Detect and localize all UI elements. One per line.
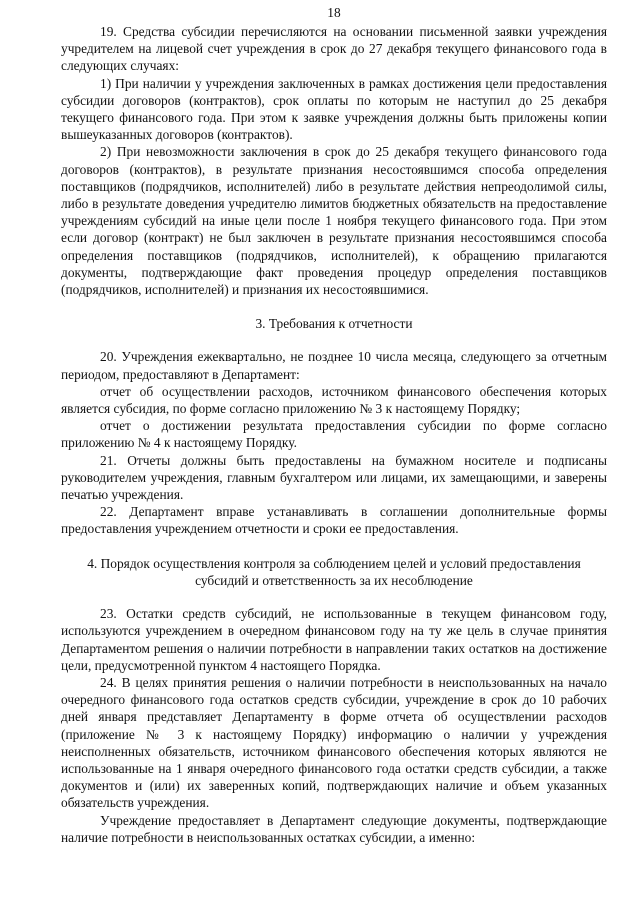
paragraph-20: 20. Учреждения ежеквартально, не позднее 10 числа месяца, следующего за отчетным периодом, предоставляют в Департамент: [61,349,607,382]
spacer [61,298,607,315]
paragraph-22: 22. Департамент вправе устанавливать в соглашении дополнительные формы предоставления учреждением отчетности и сроки ее предоставления. [61,504,607,537]
page-number: 18 [327,5,341,20]
spacer [61,332,607,348]
paragraph-19-item-1: 1) При наличии у учреждения заключенных в рамках достижения цели предоставления субсидии договоров (контрактов), срок оплаты по которым не наступил до 25 декабря текущего финансового года. При этом к заявке учреждения должны быть приложены копии вышеуказанных договоров (контрактов). [61,75,607,143]
paragraph-20-report-1: отчет об осуществлении расходов, источником финансового обеспечения которых является субсидия, по форме согласно приложению № 3 к настоящему Порядку; [61,383,607,417]
spacer [61,538,607,555]
spacer [61,589,607,605]
paragraph-21: 21. Отчеты должны быть предоставлены на бумажном носителе и подписаны руководителем учреждения, главным бухгалтером или лицами, их замещающими, и заверены печатью учреждения. [61,452,607,503]
section-4-heading-line-2: субсидий и ответственность за их несоблюдение [195,572,473,588]
paragraph-24: 24. В целях принятия решения о наличии потребности в неиспользованных на начало очередного финансового года остатков средств субсидии, учреждение в срок до 10 рабочих дней января представляет Департаменту в форме отчета об осуществлении расходов (приложение № 3 к настоящему Порядку) информацию о наличии у учреждения неисполненных обязательств, источником финансового обеспечения которых являются не использованные на 1 января очередного финансового года остатки средств субсидии, а также документов и (или) их заверенных копий, подтверждающих наличие и объем указанных обязательств учреждения. [61,674,607,811]
paragraph-19-item-2: 2) При невозможности заключения в срок до 25 декабря текущего финансового года договоров (контрактов), в результате признания несостоявшимся способа определения поставщиков (подрядчиков, исполнителей) либо в результате действия непреодолимой силы, либо в результате доведения учредителю лимитов бюджетных обязательств на предоставление учреждениям субсидий на иные цели после 1 ноября текущего финансового года. При этом если договор (контракт) не был заключен в результате признания несостоявшимся способа определения поставщиков (подрядчиков, исполнителей), к обращению прилагаются документы, подтверждающие факт проведения процедур определения поставщиков (подрядчиков, исполнителей) и признания их несостоявшимися. [61,144,607,298]
paragraph-19: 19. Средства субсидии перечисляются на основании письменной заявки учреждения учредителем на лицевой счет учреждения в срок до 27 декабря текущего финансового года в следующих случаях: [61,24,607,74]
section-4-heading-line-1: 4. Порядок осуществления контроля за соблюдением целей и условий предоставления [87,555,581,571]
section-3-heading: 3. Требования к отчетности [255,316,413,332]
paragraph-24-documents: Учреждение предоставляет в Департамент следующие документы, подтверждающие наличие потребности в неиспользованных остатках субсидии, а именно: [61,812,607,845]
paragraph-20-report-2: отчет о достижении результата предоставления субсидии по форме согласно приложению № 4 к настоящему Порядку. [61,418,607,451]
paragraph-23: 23. Остатки средств субсидий, не использованные в текущем финансовом году, используются учреждением в очередном финансовом году на ту же цель в случае принятия Департаментом решения о наличии потребности в направлении таких остатков на достижение цели, предусмотренной пунктом 4 настоящего Порядка. [61,606,607,673]
